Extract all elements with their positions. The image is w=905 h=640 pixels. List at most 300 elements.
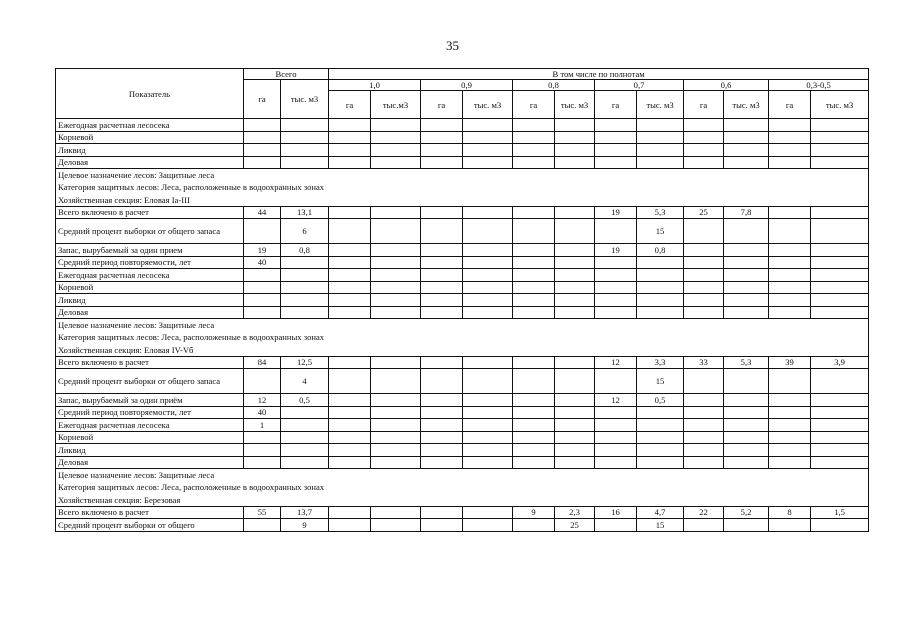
- table-cell: [281, 269, 329, 282]
- table-cell: [684, 394, 724, 407]
- table-cell: [555, 256, 595, 269]
- table-cell: [595, 456, 637, 469]
- row-label: Ежегодная расчетная лесосека: [56, 269, 244, 282]
- table-row: [56, 306, 869, 319]
- unit-header: га: [769, 91, 811, 119]
- table-cell: [371, 219, 421, 244]
- table-row: [56, 431, 869, 444]
- section-info-row: [56, 181, 869, 194]
- table-cell: [371, 244, 421, 257]
- density-header: 0,3-0,5: [769, 80, 869, 91]
- table-cell: [421, 294, 463, 307]
- table-cell: [371, 156, 421, 169]
- table-cell: [463, 444, 513, 457]
- table-cell: 12: [595, 394, 637, 407]
- table-cell: [769, 156, 811, 169]
- table-cell: [724, 419, 769, 432]
- table-cell: [371, 406, 421, 419]
- table-cell: 19: [595, 244, 637, 257]
- table-cell: [244, 369, 281, 394]
- table-cell: [421, 156, 463, 169]
- table-cell: [811, 294, 869, 307]
- table-header: [56, 69, 869, 119]
- table-cell: [724, 281, 769, 294]
- table-cell: [329, 131, 371, 144]
- table-cell: [329, 294, 371, 307]
- table-row: [56, 244, 869, 257]
- table-cell: [281, 294, 329, 307]
- table-cell: 13,7: [281, 506, 329, 519]
- table-cell: [329, 394, 371, 407]
- table-row: [56, 369, 869, 394]
- table-row: [56, 419, 869, 432]
- table-cell: [329, 506, 371, 519]
- table-cell: [244, 219, 281, 244]
- table-cell: 12,5: [281, 356, 329, 369]
- table-cell: [769, 269, 811, 282]
- table-cell: [769, 294, 811, 307]
- table-cell: [769, 144, 811, 157]
- table-cell: [555, 406, 595, 419]
- unit-header: тыс. м3: [637, 91, 684, 119]
- section-info-row: [56, 344, 869, 357]
- table-cell: 39: [769, 356, 811, 369]
- density-header: 0,8: [513, 80, 595, 91]
- table-cell: [244, 281, 281, 294]
- table-cell: [595, 219, 637, 244]
- table-cell: 25: [555, 519, 595, 532]
- table-cell: [637, 156, 684, 169]
- table-cell: 15: [637, 219, 684, 244]
- table-cell: [463, 294, 513, 307]
- unit-header: га: [421, 91, 463, 119]
- table-cell: [769, 244, 811, 257]
- by-density-header: В том числе по полнотам: [329, 69, 869, 80]
- section-info-text: Целевое назначение лесов: Защитные леса: [56, 469, 869, 482]
- table-cell: [513, 131, 555, 144]
- table-cell: [329, 156, 371, 169]
- table-cell: [811, 519, 869, 532]
- table-cell: [724, 244, 769, 257]
- table-cell: [421, 419, 463, 432]
- table-cell: [244, 131, 281, 144]
- table-cell: [811, 419, 869, 432]
- table-cell: [463, 219, 513, 244]
- table-cell: [244, 156, 281, 169]
- row-label: Запас, вырубаемый за один приём: [56, 394, 244, 407]
- section-info-text: Категория защитных лесов: Леса, расположенные в водоохранных зонах: [56, 481, 869, 494]
- table-cell: [724, 406, 769, 419]
- table-cell: [811, 269, 869, 282]
- table-row: [56, 456, 869, 469]
- section-info-text: Хозяйственная секция: Еловая IV-Vб: [56, 344, 869, 357]
- table-cell: [724, 394, 769, 407]
- table-cell: 4,7: [637, 506, 684, 519]
- unit-header: тыс. м3: [555, 91, 595, 119]
- table-cell: 55: [244, 506, 281, 519]
- table-cell: [769, 419, 811, 432]
- table-cell: [811, 156, 869, 169]
- table-cell: [329, 519, 371, 532]
- table-cell: [421, 144, 463, 157]
- table-cell: 44: [244, 206, 281, 219]
- table-cell: [281, 406, 329, 419]
- table-body: [56, 119, 869, 532]
- table-row: [56, 269, 869, 282]
- table-cell: 0,5: [637, 394, 684, 407]
- table-cell: 84: [244, 356, 281, 369]
- table-cell: 15: [637, 519, 684, 532]
- table-cell: [555, 269, 595, 282]
- table-cell: [595, 119, 637, 132]
- table-cell: [769, 256, 811, 269]
- table-cell: [769, 444, 811, 457]
- table-cell: [595, 431, 637, 444]
- table-cell: [555, 394, 595, 407]
- table-cell: [463, 506, 513, 519]
- table-cell: [513, 406, 555, 419]
- row-label: Корневой: [56, 431, 244, 444]
- table-cell: [684, 444, 724, 457]
- section-info-row: [56, 169, 869, 182]
- table-cell: 2,3: [555, 506, 595, 519]
- table-cell: [329, 144, 371, 157]
- table-cell: [724, 219, 769, 244]
- table-cell: [513, 306, 555, 319]
- table-cell: [513, 519, 555, 532]
- table-cell: [811, 406, 869, 419]
- section-info-row: [56, 194, 869, 207]
- table-cell: 5,3: [724, 356, 769, 369]
- table-cell: [371, 356, 421, 369]
- row-label: Деловая: [56, 156, 244, 169]
- table-cell: [555, 369, 595, 394]
- table-row: [56, 119, 869, 132]
- table-cell: [769, 406, 811, 419]
- table-cell: [637, 306, 684, 319]
- unit-header: тыс. м3: [281, 80, 329, 119]
- table-cell: [637, 406, 684, 419]
- table-cell: [769, 456, 811, 469]
- table-cell: [684, 306, 724, 319]
- table-cell: [371, 369, 421, 394]
- table-cell: [463, 281, 513, 294]
- table-cell: [724, 294, 769, 307]
- table-cell: [555, 419, 595, 432]
- table-cell: [724, 119, 769, 132]
- table-cell: [811, 369, 869, 394]
- table-cell: [724, 431, 769, 444]
- table-cell: [281, 431, 329, 444]
- table-cell: [244, 444, 281, 457]
- table-cell: [371, 394, 421, 407]
- table-cell: [513, 419, 555, 432]
- table-cell: [769, 119, 811, 132]
- table-cell: [684, 244, 724, 257]
- table-cell: [329, 356, 371, 369]
- section-info-text: Категория защитных лесов: Леса, расположенные в водоохранных зонах: [56, 331, 869, 344]
- unit-header: тыс. м3: [463, 91, 513, 119]
- section-info-text: Хозяйственная секция: Еловая Iа-III: [56, 194, 869, 207]
- table-cell: [244, 294, 281, 307]
- table-cell: [281, 256, 329, 269]
- table-cell: [513, 269, 555, 282]
- table-cell: [421, 394, 463, 407]
- unit-header: га: [329, 91, 371, 119]
- section-info-text: Целевое назначение лесов: Защитные леса: [56, 319, 869, 332]
- table-row: [56, 406, 869, 419]
- table-cell: [724, 131, 769, 144]
- table-cell: [637, 119, 684, 132]
- table-cell: [769, 394, 811, 407]
- table-cell: [724, 256, 769, 269]
- table-cell: [281, 119, 329, 132]
- table-cell: [595, 131, 637, 144]
- table-cell: [724, 156, 769, 169]
- table-cell: [329, 219, 371, 244]
- table-cell: [513, 394, 555, 407]
- table-cell: [595, 519, 637, 532]
- row-label: Всего включено в расчет: [56, 206, 244, 219]
- table-cell: [684, 256, 724, 269]
- table-cell: [463, 369, 513, 394]
- table-cell: [769, 131, 811, 144]
- table-cell: [684, 269, 724, 282]
- table-cell: [329, 369, 371, 394]
- table-cell: [421, 119, 463, 132]
- table-cell: [555, 444, 595, 457]
- table-cell: [513, 219, 555, 244]
- table-cell: [371, 206, 421, 219]
- table-cell: [811, 431, 869, 444]
- table-cell: [811, 206, 869, 219]
- table-cell: [513, 281, 555, 294]
- table-cell: [684, 281, 724, 294]
- table-cell: 3,9: [811, 356, 869, 369]
- table-cell: 40: [244, 256, 281, 269]
- table-cell: [555, 206, 595, 219]
- table-cell: 6: [281, 219, 329, 244]
- table-cell: [811, 394, 869, 407]
- table-cell: [811, 456, 869, 469]
- table-cell: [371, 294, 421, 307]
- table-cell: [513, 156, 555, 169]
- table-cell: [244, 431, 281, 444]
- row-label: Ликвид: [56, 144, 244, 157]
- table-cell: [329, 244, 371, 257]
- section-info-row: [56, 481, 869, 494]
- table-row: [56, 281, 869, 294]
- table-cell: 19: [244, 244, 281, 257]
- table-cell: [371, 119, 421, 132]
- table-cell: [595, 281, 637, 294]
- total-header: Всего: [244, 69, 329, 80]
- table-cell: [513, 431, 555, 444]
- table-cell: [555, 306, 595, 319]
- table-cell: [769, 431, 811, 444]
- table-cell: [244, 519, 281, 532]
- unit-header: тыс.м3: [371, 91, 421, 119]
- table-cell: [421, 244, 463, 257]
- table-cell: 9: [281, 519, 329, 532]
- table-cell: [244, 119, 281, 132]
- table-cell: [329, 456, 371, 469]
- table-cell: [684, 131, 724, 144]
- table-cell: [513, 356, 555, 369]
- section-info-row: [56, 331, 869, 344]
- row-label: Корневой: [56, 131, 244, 144]
- table-cell: 15: [637, 369, 684, 394]
- row-label: Корневой: [56, 281, 244, 294]
- table-cell: [421, 456, 463, 469]
- table-cell: [421, 306, 463, 319]
- table-cell: [684, 369, 724, 394]
- table-cell: [463, 144, 513, 157]
- table-row: [56, 156, 869, 169]
- table-cell: [684, 144, 724, 157]
- table-row: [56, 356, 869, 369]
- forest-cutting-table: [55, 68, 869, 532]
- table-cell: [421, 269, 463, 282]
- table-cell: [684, 119, 724, 132]
- table-cell: [555, 219, 595, 244]
- table-cell: [513, 444, 555, 457]
- unit-header: га: [595, 91, 637, 119]
- table-cell: 9: [513, 506, 555, 519]
- table-cell: [684, 456, 724, 469]
- table-cell: [329, 444, 371, 457]
- table-row: [56, 219, 869, 244]
- table-cell: [513, 244, 555, 257]
- table-cell: [421, 131, 463, 144]
- table-cell: [463, 431, 513, 444]
- table-cell: [637, 444, 684, 457]
- row-label: Средний процент выборки от общего запаса: [56, 219, 244, 244]
- table-cell: [513, 256, 555, 269]
- table-cell: 40: [244, 406, 281, 419]
- section-info-row: [56, 319, 869, 332]
- row-label: Ежегодная расчетная лесосека: [56, 119, 244, 132]
- table-row: [56, 519, 869, 532]
- table-cell: [684, 431, 724, 444]
- table-cell: [811, 306, 869, 319]
- unit-header: га: [684, 91, 724, 119]
- table-cell: 3,3: [637, 356, 684, 369]
- table-cell: [421, 406, 463, 419]
- unit-header: тыс. м3: [811, 91, 869, 119]
- table-cell: [684, 219, 724, 244]
- table-cell: [769, 219, 811, 244]
- table-cell: 5,3: [637, 206, 684, 219]
- table-cell: [463, 131, 513, 144]
- table-row: [56, 394, 869, 407]
- table-cell: 7,8: [724, 206, 769, 219]
- table-cell: [371, 131, 421, 144]
- table-cell: [555, 156, 595, 169]
- table-cell: 1: [244, 419, 281, 432]
- row-label: Средний процент выборки от общего запаса: [56, 369, 244, 394]
- table-cell: [421, 356, 463, 369]
- table-cell: [637, 419, 684, 432]
- table-cell: 0,5: [281, 394, 329, 407]
- table-cell: [513, 119, 555, 132]
- table-cell: [595, 256, 637, 269]
- table-cell: [463, 269, 513, 282]
- table-cell: [637, 431, 684, 444]
- table-cell: [724, 444, 769, 457]
- table-cell: [513, 456, 555, 469]
- table-row: [56, 144, 869, 157]
- table-cell: [724, 306, 769, 319]
- table-cell: [595, 156, 637, 169]
- table-cell: [637, 144, 684, 157]
- table-cell: [811, 119, 869, 132]
- table-cell: [329, 281, 371, 294]
- table-cell: [637, 281, 684, 294]
- table-cell: 0,8: [637, 244, 684, 257]
- row-label: Ежегодная расчетная лесосека: [56, 419, 244, 432]
- table-cell: [684, 519, 724, 532]
- table-cell: [684, 294, 724, 307]
- table-cell: [513, 144, 555, 157]
- table-cell: [463, 119, 513, 132]
- table-cell: [595, 419, 637, 432]
- table-cell: [244, 144, 281, 157]
- table-cell: 5,2: [724, 506, 769, 519]
- row-label: Деловая: [56, 456, 244, 469]
- table-row: [56, 294, 869, 307]
- table-cell: 13,1: [281, 206, 329, 219]
- table-cell: [463, 306, 513, 319]
- table-cell: [595, 294, 637, 307]
- table-cell: [811, 281, 869, 294]
- row-label: Средний период повторяемости, лет: [56, 256, 244, 269]
- table-cell: [371, 256, 421, 269]
- table-cell: [371, 431, 421, 444]
- table-cell: [637, 256, 684, 269]
- table-cell: [421, 256, 463, 269]
- table-cell: [281, 456, 329, 469]
- table-cell: [281, 281, 329, 294]
- table-cell: [463, 419, 513, 432]
- table-cell: [513, 206, 555, 219]
- section-info-text: Целевое назначение лесов: Защитные леса: [56, 169, 869, 182]
- table-cell: [513, 294, 555, 307]
- table-cell: [513, 369, 555, 394]
- table-cell: [244, 306, 281, 319]
- table-cell: [555, 356, 595, 369]
- table-cell: [281, 444, 329, 457]
- table-cell: [724, 144, 769, 157]
- table-cell: [329, 119, 371, 132]
- table-cell: [371, 269, 421, 282]
- table-cell: [811, 219, 869, 244]
- table-cell: [769, 369, 811, 394]
- unit-header: тыс. м3: [724, 91, 769, 119]
- table-cell: 4: [281, 369, 329, 394]
- table-cell: [811, 444, 869, 457]
- table-cell: [555, 281, 595, 294]
- table-cell: [244, 269, 281, 282]
- table-cell: [463, 156, 513, 169]
- table-row: [56, 444, 869, 457]
- section-info-row: [56, 469, 869, 482]
- table-row: [56, 206, 869, 219]
- table-cell: [463, 356, 513, 369]
- section-info-text: Хозяйственная секция: Березовая: [56, 494, 869, 507]
- row-label: Ликвид: [56, 294, 244, 307]
- table-cell: [595, 406, 637, 419]
